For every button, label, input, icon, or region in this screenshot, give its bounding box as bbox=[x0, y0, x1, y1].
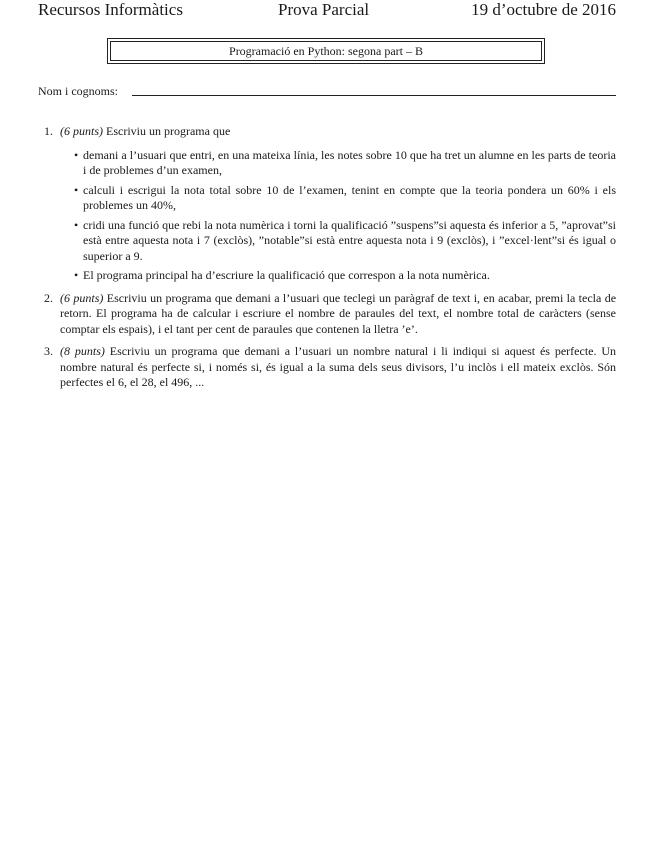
header-course: Recursos Informàtics bbox=[38, 0, 183, 19]
bullet-icon: • bbox=[74, 147, 79, 162]
name-line bbox=[132, 95, 616, 96]
bullet-item bbox=[60, 268, 616, 284]
bullet-text: cridi una funció que rebi la nota numèrica i torni la qualificació ”suspens”si aquesta és inferior a 5, ”aprovat”si està entre aquesta nota i 7 (exclòs), ”notable”si està entre aquesta nota i 9 (exclòs), i ”excel·lent”si és igual o superior a 9. bbox=[83, 217, 616, 263]
bullet-text: El programa principal ha d’escriure la qualificació que correspon a la nota numèrica. bbox=[83, 268, 490, 282]
questions-list bbox=[38, 124, 616, 398]
question-2 bbox=[38, 291, 616, 338]
question-number: 2. bbox=[44, 290, 53, 305]
question-1 bbox=[38, 124, 616, 284]
bullet-text: demani a l’usuari que entri, en una mateixa línia, les notes sobre 10 que ha tret un alumne en les parts de teoria i de problemes d’un examen, bbox=[83, 147, 616, 177]
page-header bbox=[38, 0, 616, 22]
question-points: (8 punts) bbox=[60, 344, 105, 358]
bullet-item bbox=[60, 218, 616, 265]
title-box bbox=[107, 38, 545, 64]
question-3 bbox=[38, 344, 616, 391]
name-field-row bbox=[38, 84, 616, 100]
bullet-item bbox=[60, 183, 616, 214]
bullet-text: calculi i escrigui la nota total sobre 10 de l’examen, tenint en compte que la teoria pondera un 60% i els problemes un 40%, bbox=[83, 182, 616, 212]
question-text: Escriviu un programa que demani a l’usuari que teclegi un paràgraf de text i, en acabar, premi la tecla de retorn. El programa ha de calcular i escriure el nombre de paraules del text, el nombre total de caràcters (sense comptar els espais), i el tant per cent de paraules que contenen la lletra ’e’. bbox=[60, 290, 617, 336]
question-text: Escriviu un programa que bbox=[106, 124, 231, 138]
name-label: Nom i cognoms: bbox=[38, 84, 118, 98]
question-1-bullets bbox=[60, 148, 616, 284]
header-exam-type: Prova Parcial bbox=[278, 0, 370, 19]
question-text: Escriviu un programa que demani a l’usuari un nombre natural i li indiqui si aquest és perfecte. Un nombre natural és perfecte si, i només si, és igual a la suma dels seus divisors, l’u inclòs i ell mateix exclòs. Són perfectes el 6, el 28, el 496, ... bbox=[60, 344, 617, 389]
bullet-item bbox=[60, 148, 616, 179]
bullet-icon: • bbox=[74, 268, 79, 282]
bullet-icon: • bbox=[74, 217, 79, 232]
bullet-icon: • bbox=[74, 182, 79, 197]
header-date: 19 d’octubre de 2016 bbox=[471, 0, 616, 19]
question-number: 3. bbox=[44, 344, 53, 358]
exam-title: Programació en Python: segona part – B bbox=[110, 41, 542, 61]
question-points: (6 punts) bbox=[60, 290, 104, 305]
question-points: (6 punts) bbox=[60, 124, 103, 138]
question-number: 1. bbox=[44, 124, 53, 138]
